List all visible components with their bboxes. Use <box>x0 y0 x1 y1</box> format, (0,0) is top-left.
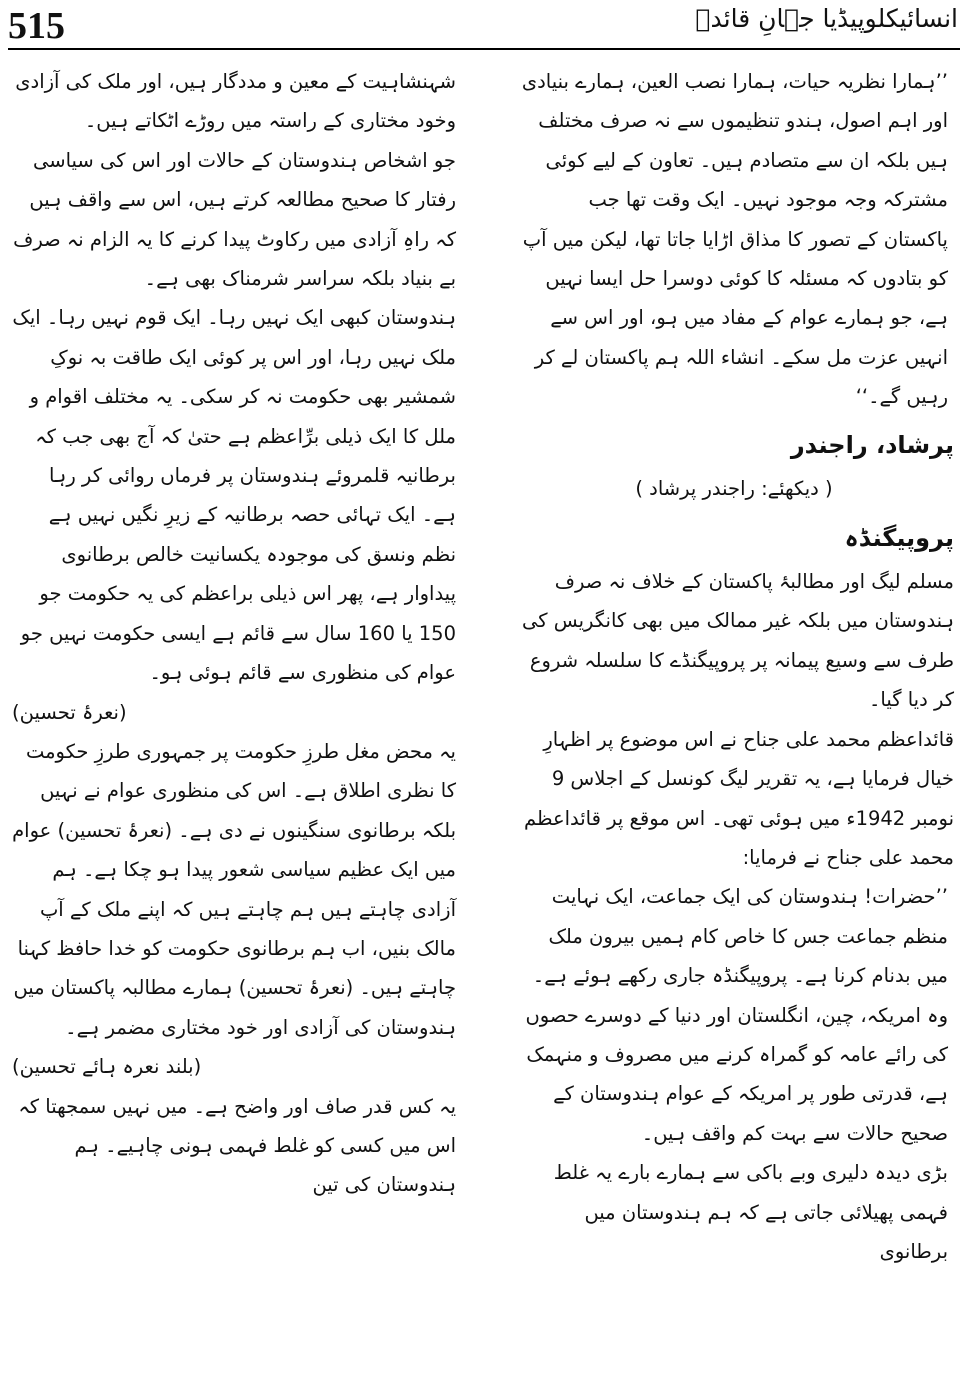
body-paragraph: مسلم لیگ اور مطالبۂ پاکستان کے خلاف نہ صرف ہندوستان میں بلکہ غیر ممالک میں بھی کانگریس کی طرف سے وسیع پیمانہ پر پروپیگنڈے کا سلسلہ شروع کر دیا گیا۔ <box>521 570 954 712</box>
body-paragraph: یہ کس قدر صاف اور واضح ہے۔ میں نہیں سمجھتا کہ اس میں کسی کو غلط فہمی ہونی چاہیے۔ ہم ہندوستان کی تین <box>18 1094 456 1197</box>
right-column <box>514 62 954 1271</box>
body-paragraph: یہ محض مغل طرزِ حکومت پر جمہوری طرزِ حکومت کا نظری اطلاق ہے۔ اس کی منظوری عوام نے نہیں بلکہ برطانوی سنگینوں نے دی ہے۔ (نعرۂ تحسین) عوام میں ایک عظیم سیاسی شعور پیدا ہو چکا ہے۔ ہم آزادی چاہتے ہیں ہم چاہتے ہیں کہ اپنے ملک کے آپ مالک بنیں، اب ہم برطانوی حکومت کو خدا حافظ کہنا چاہتے ہیں۔ (نعرۂ تحسین) ہمارے مطالبہ پاکستان میں ہندوستان کی آزادی اور خود مختاری مضمر ہے۔ <box>12 739 456 1039</box>
quote-paragraph: ’’حضرات! ہندوستان کی ایک جماعت، ایک نہایت منظم جماعت جس کا خاص کام ہمیں بیرون ملک میں بدنام کرنا ہے۔ پروپیگنڈہ جاری رکھے ہوئے ہے۔ <box>532 885 948 988</box>
quote-paragraph: وہ امریکہ، چین، انگلستان اور دنیا کے دوسرے حصوں کی رائے عامہ کو گمراہ کرنے میں مصروف و منہمک ہے، قدرتی طور پر امریکہ کے عوام ہندوستان کے صحیح حالات سے بہت کم واقف ہیں۔ <box>525 1003 948 1145</box>
body-paragraph: ہندوستان کبھی ایک نہیں رہا۔ ایک قوم نہیں رہا۔ ایک ملک نہیں رہا، اور اس پر کوئی ایک طاقت بہ نوکِ شمشیر بھی حکومت نہ کر سکی۔ یہ مختلف اقوام و ملل کا ایک ذیلی برِّاعظم ہے حتیٰ کہ آج بھی جب کہ برطانیہ قلمروئے ہندوستان پر فرماں روائی کر رہا ہے۔ ایک تہائی حصہ برطانیہ کے زیرِ نگیں نہیں ہے نظم ونسق کی موجودہ یکسانیت خالص برطانوی پیداوار ہے، پھر اس ذیلی براعظم کی یہ حکومت جو 150 یا 160 سال سے قائم ہے ایسی حکومت نہیں جو عوام کی منظوری سے قائم ہوئی ہو۔ <box>12 306 456 685</box>
quote-paragraph: بڑی دیدہ دلیری وبے باکی سے ہمارے بارے یہ غلط فہمی پھیلائی جاتی ہے کہ ہم ہندوستان میں برطانوی <box>553 1161 948 1263</box>
body-paragraph: قائداعظم محمد علی جناح نے اس موضوع پر اظہارِ خیال فرمایا ہے، یہ تقریر لیگ کونسل کے اجلاس 9 نومبر 1942ء میں ہوئی تھی۔ اس موقع پر قائداعظم محمد علی جناح نے فرمایا: <box>523 727 954 869</box>
see-also-note: ( دیکھئے: راجندر پرشاد ) <box>635 476 833 500</box>
body-paragraph: جو اشخاص ہندوستان کے حالات اور اس کی سیاسی رفتار کا صحیح مطالعہ کرتے ہیں، اس سے واقف ہیں کہ راہِ آزادی میں رکاوٹ پیدا کرنے کا یہ الزام نہ صرف بے بنیاد بلکہ سراسر شرمناک بھی ہے۔ <box>13 148 456 291</box>
applause-note: (نعرۂ تحسین) <box>12 700 127 724</box>
body-paragraph: شہنشاہیت کے معین و مددگار ہیں، اور ملک کی آزادی وخود مختاری کے راستہ میں روڑے اٹکاتے ہیں۔ <box>15 70 456 133</box>
applause-note: (بلند نعرہ ہائے تحسین) <box>12 1055 202 1079</box>
header-rule <box>8 48 960 50</box>
quote-paragraph: ’’ہمارا نظریہ حیات، ہمارا نصب العین، ہمارے بنیادی اور اہم اصول، ہندو تنظیموں سے نہ صرف مختلف ہیں بلکہ ان سے متصادم ہیں۔ تعاون کے لیے کوئی مشترکہ وجہ موجود نہیں۔ ایک وقت تھا جب پاکستان کے تصور کا مذاق اڑایا جاتا تھا، لیکن میں آپ کو بتادوں کہ مسئلہ کا کوئی دوسرا حل ایسا نہیں ہے، جو ہمارے عوام کے مفاد میں ہو، اور اس سے انہیں عزت مل سکے۔ انشاء اللہ ہم پاکستان لے کر رہیں گے۔‘‘ <box>521 70 948 409</box>
page-number: 515 <box>8 5 65 47</box>
entry-heading: پرشاد، راجندر <box>790 430 954 459</box>
running-title: انسائیکلوپیڈیا جہانِ قائدؒ <box>695 4 958 33</box>
left-column <box>12 62 456 1205</box>
entry-heading: پروپیگنڈہ <box>844 524 954 553</box>
